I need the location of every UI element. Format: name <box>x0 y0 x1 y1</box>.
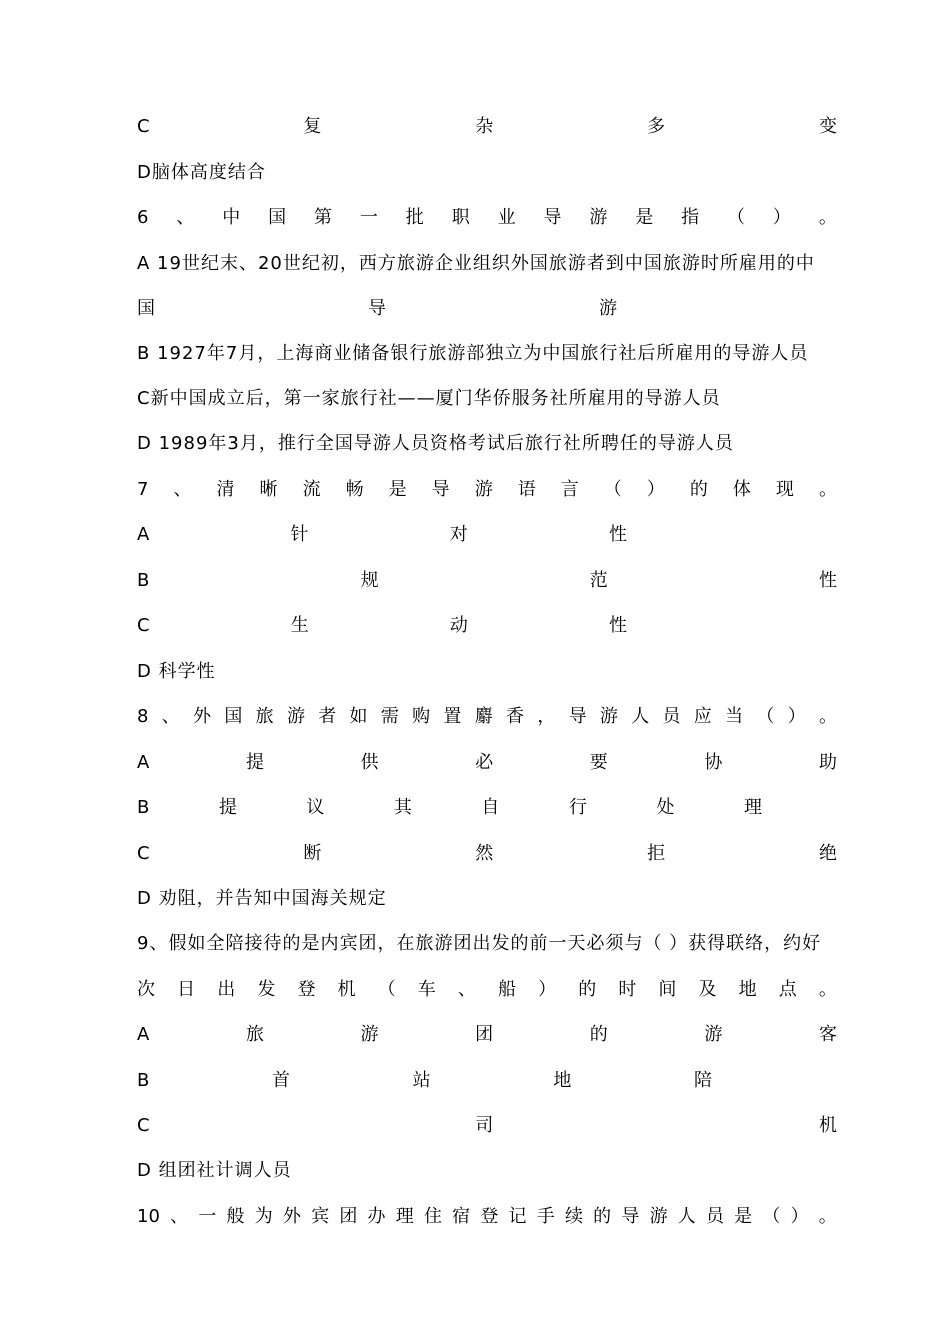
line-char: 6 <box>137 207 149 228</box>
line-char: 行 <box>568 797 587 818</box>
text-line <box>137 387 837 411</box>
line-char: 者 <box>318 706 337 727</box>
line-char: ） <box>646 479 665 500</box>
line-char: 、 <box>170 1206 189 1227</box>
line-text: B 1927年7月，上海商业储备银行旅游部独立为中国旅行社后所雇用的导游人员 <box>137 343 809 364</box>
line-char: 提 <box>245 752 264 773</box>
line-char: 及 <box>698 979 717 1000</box>
text-line <box>137 432 837 456</box>
text-line <box>137 796 762 820</box>
line-char: （ <box>756 706 775 727</box>
line-text: D 组团社计调人员 <box>137 1160 292 1181</box>
line-text: D 劝阻，并告知中国海关规定 <box>137 888 387 909</box>
line-char: 出 <box>217 979 236 1000</box>
line-text: D 1989年3月，推行全国导游人员资格考试后旅行社所聘任的导游人员 <box>137 433 734 454</box>
line-char: 宿 <box>452 1206 471 1227</box>
line-char: 提 <box>218 797 237 818</box>
line-char: 日 <box>177 979 196 1000</box>
line-char: C <box>137 843 150 864</box>
line-char: 人 <box>677 1206 696 1227</box>
line-char: 导 <box>568 706 587 727</box>
text-line <box>137 932 837 956</box>
line-char: 游 <box>599 706 618 727</box>
line-text: 9、假如全陪接待的是内宾团，在旅游团出发的前一天必须与（ ）获得联络，约好 <box>137 933 822 954</box>
text-line <box>137 297 617 321</box>
line-char: 游 <box>649 1206 668 1227</box>
line-char: 体 <box>732 479 751 500</box>
text-line <box>137 206 837 230</box>
line-char: 游 <box>589 207 608 228</box>
line-char: A <box>137 752 150 773</box>
line-char: C <box>137 615 150 636</box>
line-char: 旅 <box>245 1024 264 1045</box>
line-char: 晰 <box>259 479 278 500</box>
line-char: 、 <box>173 479 192 500</box>
line-char: 变 <box>818 116 837 137</box>
line-char: ） <box>538 979 557 1000</box>
text-line <box>137 478 837 502</box>
line-char: 的 <box>589 1024 608 1045</box>
text-line <box>137 751 837 775</box>
line-char: 供 <box>360 752 379 773</box>
line-char: 动 <box>449 615 468 636</box>
line-char: 助 <box>818 752 837 773</box>
line-char: 第 <box>314 207 333 228</box>
line-char: 为 <box>254 1206 273 1227</box>
line-char: 旅 <box>255 706 274 727</box>
line-char: 议 <box>306 797 325 818</box>
line-char: 自 <box>481 797 500 818</box>
line-char: 外 <box>193 706 212 727</box>
text-line <box>137 1023 837 1047</box>
line-char: 范 <box>589 570 608 591</box>
line-char: 。 <box>818 479 837 500</box>
line-char: B <box>137 570 150 591</box>
line-char: B <box>137 797 150 818</box>
line-char: ） <box>790 1206 809 1227</box>
line-char: 地 <box>738 979 757 1000</box>
line-text: D脑体高度结合 <box>137 162 266 183</box>
line-char: 香 <box>506 706 525 727</box>
line-char: 机 <box>818 1115 837 1136</box>
line-char: 游 <box>360 1024 379 1045</box>
line-char: 10 <box>137 1206 160 1227</box>
line-char: 司 <box>475 1115 494 1136</box>
line-char: ， <box>537 706 556 727</box>
text-line <box>137 115 837 139</box>
line-char: 住 <box>423 1206 442 1227</box>
text-line <box>137 523 627 547</box>
line-char: 对 <box>449 524 468 545</box>
text-line <box>137 1159 837 1183</box>
line-char: 登 <box>297 979 316 1000</box>
text-line <box>137 614 627 638</box>
text-line <box>137 660 837 684</box>
line-char: 登 <box>480 1206 499 1227</box>
line-char: 的 <box>593 1206 612 1227</box>
line-char: （ <box>727 207 746 228</box>
line-char: 续 <box>564 1206 583 1227</box>
line-char: 当 <box>725 706 744 727</box>
line-char: 拒 <box>647 843 666 864</box>
line-char: 宾 <box>311 1206 330 1227</box>
line-char: 清 <box>216 479 235 500</box>
line-char: 国 <box>268 207 287 228</box>
line-char: 性 <box>609 615 627 636</box>
line-char: 手 <box>536 1206 555 1227</box>
line-char: 的 <box>578 979 597 1000</box>
text-line <box>137 1069 712 1093</box>
line-char: （ <box>603 479 622 500</box>
line-char: 导 <box>621 1206 640 1227</box>
line-char: 性 <box>818 570 837 591</box>
line-char: 导 <box>431 479 450 500</box>
line-char: 、 <box>176 207 195 228</box>
line-char: A <box>137 524 150 545</box>
line-char: 、 <box>457 979 476 1000</box>
line-char: 员 <box>705 1206 724 1227</box>
text-line <box>137 887 837 911</box>
text-line <box>137 1205 837 1229</box>
line-char: 、 <box>161 706 180 727</box>
text-line <box>137 252 837 276</box>
line-char: 其 <box>393 797 412 818</box>
line-char: 地 <box>553 1070 572 1091</box>
line-char: 然 <box>475 843 494 864</box>
line-char: 团 <box>339 1206 358 1227</box>
line-char: C <box>137 1115 150 1136</box>
line-char: 复 <box>303 116 322 137</box>
line-char: 需 <box>380 706 399 727</box>
line-char: ） <box>787 706 806 727</box>
line-char: 是 <box>635 207 654 228</box>
line-char: 记 <box>508 1206 527 1227</box>
line-char: C <box>137 116 150 137</box>
line-char: 人 <box>631 706 650 727</box>
line-char: 。 <box>818 207 837 228</box>
line-char: 协 <box>704 752 723 773</box>
line-char: 杂 <box>475 116 494 137</box>
line-char: 国 <box>137 298 155 319</box>
line-char: 针 <box>290 524 309 545</box>
line-char: 理 <box>395 1206 414 1227</box>
line-char: 畅 <box>345 479 364 500</box>
line-char: 要 <box>589 752 608 773</box>
text-line <box>137 161 837 185</box>
line-char: 流 <box>302 479 321 500</box>
line-char: A <box>137 1024 150 1045</box>
line-char: 游 <box>474 479 493 500</box>
text-line <box>137 569 837 593</box>
line-char: 。 <box>818 706 837 727</box>
line-char: B <box>137 1070 150 1091</box>
line-char: 陪 <box>693 1070 712 1091</box>
line-char: 客 <box>818 1024 837 1045</box>
line-char: 现 <box>775 479 794 500</box>
line-char: 般 <box>226 1206 245 1227</box>
line-char: 游 <box>286 706 305 727</box>
line-char: 。 <box>818 979 837 1000</box>
line-char: 指 <box>681 207 700 228</box>
line-char: 游 <box>599 298 617 319</box>
line-char: 置 <box>443 706 462 727</box>
line-char: 导 <box>543 207 562 228</box>
line-char: 时 <box>618 979 637 1000</box>
line-char: 8 <box>137 706 149 727</box>
line-char: 首 <box>272 1070 291 1091</box>
line-char: 职 <box>451 207 470 228</box>
line-char: 业 <box>497 207 516 228</box>
line-char: 如 <box>349 706 368 727</box>
line-char: 规 <box>360 570 379 591</box>
line-char: （ <box>762 1206 781 1227</box>
line-char: 外 <box>282 1206 301 1227</box>
line-char: 。 <box>818 1206 837 1227</box>
line-char: 一 <box>359 207 378 228</box>
line-text: C新中国成立后，第一家旅行社——厦门华侨服务社所雇用的导游人员 <box>137 388 721 409</box>
line-char: 船 <box>497 979 516 1000</box>
line-char: 断 <box>303 843 322 864</box>
line-char: 员 <box>662 706 681 727</box>
line-char: 语 <box>517 479 536 500</box>
line-char: 生 <box>290 615 309 636</box>
line-char: 是 <box>388 479 407 500</box>
line-char: 站 <box>412 1070 431 1091</box>
line-char: 次 <box>137 979 155 1000</box>
line-char: 批 <box>405 207 424 228</box>
line-char: 中 <box>222 207 241 228</box>
text-line <box>137 342 837 366</box>
text-line <box>137 978 837 1002</box>
line-char: 应 <box>693 706 712 727</box>
line-char: 办 <box>367 1206 386 1227</box>
line-char: 绝 <box>818 843 837 864</box>
line-char: （ <box>377 979 396 1000</box>
text-line <box>137 705 837 729</box>
line-char: 国 <box>224 706 243 727</box>
text-line <box>137 1114 837 1138</box>
line-char: 7 <box>137 479 149 500</box>
line-char: 是 <box>734 1206 753 1227</box>
line-char: 性 <box>608 524 627 545</box>
line-text: D 科学性 <box>137 661 216 682</box>
line-char: 购 <box>412 706 431 727</box>
line-text: A 19世纪末、20世纪初，西方旅游企业组织外国旅游者到中国旅游时所雇用的中 <box>137 253 815 274</box>
line-char: 的 <box>689 479 708 500</box>
line-char: 理 <box>743 797 762 818</box>
line-char: ） <box>772 207 791 228</box>
text-line <box>137 842 837 866</box>
line-char: 多 <box>647 116 666 137</box>
line-char: 机 <box>337 979 356 1000</box>
line-char: 间 <box>658 979 677 1000</box>
line-char: 麝 <box>474 706 493 727</box>
line-char: 一 <box>198 1206 217 1227</box>
line-char: 言 <box>560 479 579 500</box>
line-char: 团 <box>475 1024 494 1045</box>
line-char: 车 <box>417 979 436 1000</box>
line-char: 处 <box>656 797 675 818</box>
line-char: 导 <box>368 298 386 319</box>
line-char: 发 <box>257 979 276 1000</box>
line-char: 必 <box>475 752 494 773</box>
line-char: 游 <box>704 1024 723 1045</box>
line-char: 点 <box>778 979 797 1000</box>
